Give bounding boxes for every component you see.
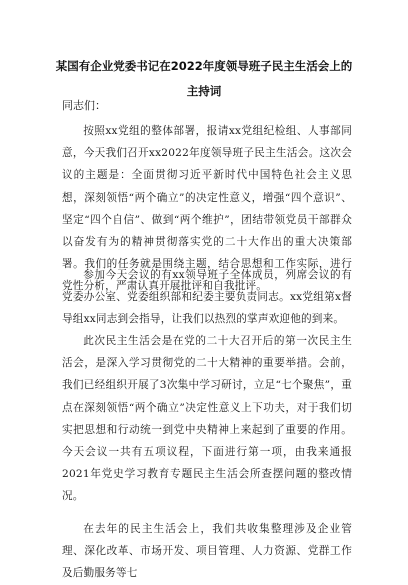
document-title-line-1: 某国有企业党委书记在2022年度领导班子民主生活会上的 — [55, 59, 353, 73]
paragraph: 按照xx党组的整体部署，报请xx党组纪检组、人事部同意，今天我们召开xx2022年度领导班子民主生活会。这次会议的主题是：全面贯彻习近平新时代中国特色社会主义思想，深刻领悟“两个确立”的决定性意义，增强“四个意识”、坚定“四个自信”、做到“两个维护”，团结带领党员干部群众以奋发有为的精神贯彻落实党的二十大作出的重大决策部署。我们的任务就是围绕主题，结合思想和工作实际，进行党性分析，严肃认真开展批评和自我批评。 — [62, 125, 352, 293]
paragraph: 此次民主生活会是在党的二十大召开后的第一次民主生活会，是深入学习贯彻党的二十大精神的重要举措。会前，我们已经组织开展了3次集中学习研讨，立足“七个聚焦”，重点在深刻领悟“两个确立”决定性意义上下功夫，对于我们切实把思想和行动统一到党中央精神上来起到了重要的作用。今天会议一共有五项议程，下面进行第一项，由我来通报2021年党史学习教育专题民主生活会所查摆问题的整改情况。 — [62, 335, 352, 503]
paragraph: 参加今天会议的有xx领导班子全体成员，列席会议的有党委办公室、党委组织部和纪委主要负责同志。xx党组第x督导组xx同志到会指导，让我们以热烈的掌声欢迎他的到来。 — [62, 269, 352, 326]
paragraph: 在去年的民主生活会上，我们共收集整理涉及企业管理、深化改革、市场开发、项目管理、人力资源、党群工作及后勤服务等七 — [62, 523, 352, 580]
greeting: 同志们： — [62, 99, 106, 112]
document-title-line-2: 主持词 — [186, 84, 222, 98]
